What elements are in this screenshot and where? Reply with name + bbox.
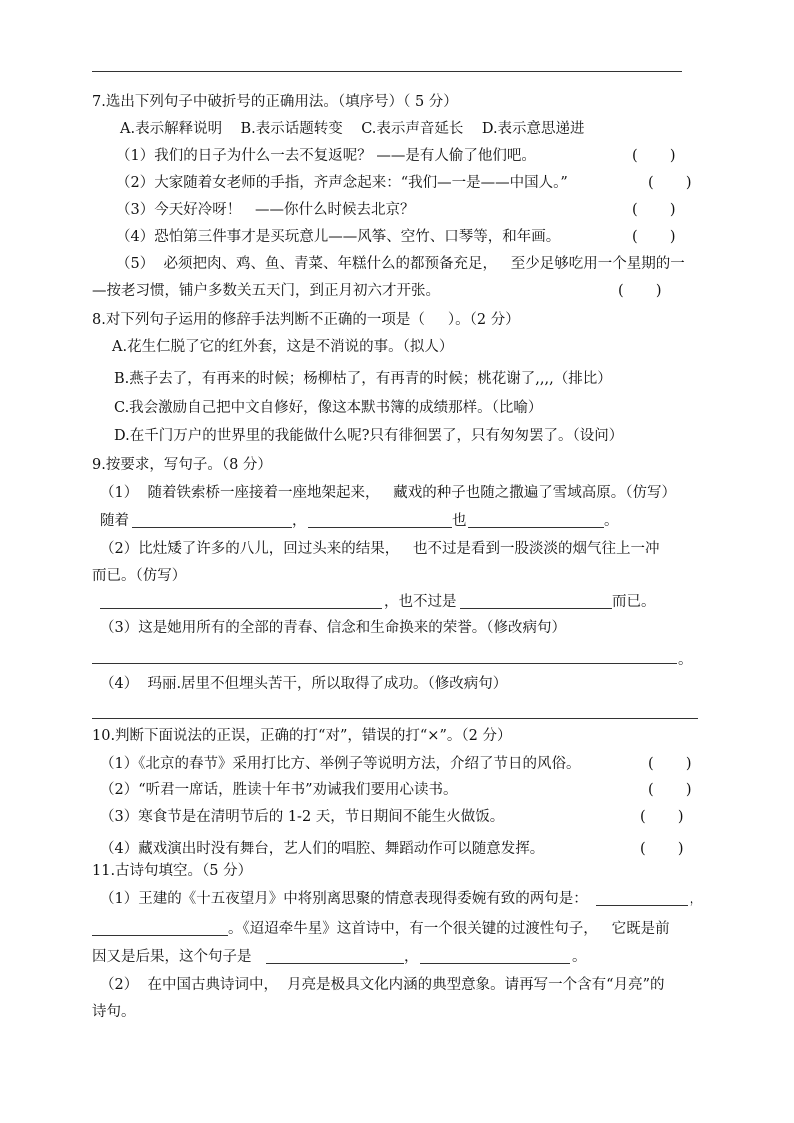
q10-answer-blank-1[interactable]: ( )	[648, 756, 692, 772]
q10-answer-blank-4[interactable]: ( )	[640, 841, 684, 857]
q9-s2-blank-2[interactable]	[460, 608, 612, 609]
q7-item-2: （2）大家随着女老师的手指，齐声念起来：“我们—一是——中国人。”	[116, 175, 568, 191]
q10-item-2: （2）“听君一席话，胜读十年书”劝诫我们要用心读书。	[100, 782, 458, 798]
q10-title: 10.判断下面说法的正误，正确的打“对”，错误的打“×”。（2 分）	[92, 728, 512, 744]
q8-option-c: C.我会激励自己把中文自修好，像这本默书簿的成绩那样。（比喻）	[114, 400, 543, 416]
q9-sentence-1: （1） 随着铁索桥一座接着一座地架起来， 藏戏的种子也随之撒遍了雪域高原。（仿写）	[100, 485, 677, 501]
q9-s1-comma: ，	[292, 513, 307, 529]
q9-s1-period: 。	[604, 513, 619, 529]
q9-sentence-4: （4） 玛丽.居里不但埋头苦干，所以取得了成功。（修改病句）	[100, 676, 508, 692]
q9-sentence-2: （2）比灶矮了许多的八儿，回过头来的结果， 也不过是看到一股淡淡的烟气往上一冲	[100, 541, 660, 557]
q7-answer-blank-2[interactable]: ( )	[648, 175, 692, 191]
q8-title: 8.对下列句子运用的修辞手法判断不正确的一项是（ ）。（2 分）	[92, 312, 520, 328]
q11-blank-2[interactable]	[92, 935, 228, 936]
q11-line-4: （2） 在中国古典诗词中， 月亮是极具文化内涵的典型意象。请再写一个含有“月亮”的	[100, 977, 665, 993]
q9-s3-period: 。	[678, 652, 693, 668]
q9-s1-ye: 也	[452, 513, 467, 529]
q9-s1-blank-2[interactable]	[308, 527, 452, 528]
q11-blank-4[interactable]	[420, 963, 570, 964]
q9-s3-answer-line[interactable]	[92, 663, 677, 664]
q9-s2-end: 而已。	[612, 594, 656, 610]
q11-line-5: 诗句。	[92, 1004, 136, 1020]
q11-line-2: 。《迢迢牵牛星》这首诗中，有一个很关键的过渡性句子， 它既是前	[228, 921, 670, 937]
q11-line-3-period: 。	[572, 949, 587, 965]
q9-s1-blank-3[interactable]	[468, 527, 604, 528]
q7-answer-blank-4[interactable]: ( )	[632, 229, 676, 245]
q11-line-1-comma: ，	[690, 891, 700, 907]
q7-item-3: （3）今天好冷呀！ ——你什么时候去北京？	[116, 202, 415, 218]
q8-option-b: B.燕子去了，有再来的时候；杨柳枯了，有再青的时候；桃花谢了,,,,（排比）	[114, 371, 612, 387]
q9-s2-blank-1[interactable]	[100, 608, 382, 609]
q9-sentence-3: （3）这是她用所有的全部的青春、信念和生命换来的荣誉。（修改病句）	[100, 620, 566, 636]
q11-line-3: 因又是后果，这个句子是	[92, 949, 252, 965]
q9-s1-prefix: 随着	[100, 513, 129, 529]
q7-answer-blank-5[interactable]: ( )	[618, 283, 662, 299]
q7-options: A.表示解释说明 B.表示话题转变 C.表示声音延长 D.表示意思递进	[120, 121, 585, 137]
q11-blank-1[interactable]	[596, 905, 688, 906]
q9-s4-answer-line[interactable]	[92, 718, 698, 719]
q7-item-1: （1）我们的日子为什么一去不复返呢？ ——是有人偷了他们吧。	[116, 148, 536, 164]
q10-item-3: （3）寒食节是在清明节后的 1-2 天，节日期间不能生火做饭。	[100, 809, 505, 825]
q9-sentence-2-cont: 而已。（仿写）	[92, 568, 187, 584]
q9-title: 9.按要求，写句子。（8 分）	[92, 457, 272, 473]
q11-line-1: （1）王建的《十五夜望月》中将别离思聚的情意表现得委婉有致的两句是：	[100, 891, 588, 907]
q7-answer-blank-1[interactable]: ( )	[632, 148, 676, 164]
q7-answer-blank-3[interactable]: ( )	[632, 202, 676, 218]
q7-item-4: （4）恐怕第三件事才是买玩意儿——风筝、空竹、口琴等，和年画。	[116, 229, 561, 245]
q11-line-3-comma: ，	[404, 949, 419, 965]
q10-answer-blank-3[interactable]: ( )	[640, 809, 684, 825]
q10-item-4: （4）藏戏演出时没有舞台，艺人们的唱腔、舞蹈动作可以随意发挥。	[100, 841, 545, 857]
q11-title: 11.古诗句填空。（5 分）	[92, 863, 253, 879]
q7-title: 7.选出下列句子中破折号的正确用法。（填序号）（ 5 分）	[92, 94, 458, 110]
q11-blank-3[interactable]	[266, 963, 404, 964]
header-rule	[92, 71, 682, 72]
q9-s1-blank-1[interactable]	[132, 527, 292, 528]
q7-item-5-cont: —按老习惯，铺户多数关五天门，到正月初六才开张。	[92, 283, 440, 299]
q10-answer-blank-2[interactable]: ( )	[648, 782, 692, 798]
q10-item-1: （1）《北京的春节》采用打比方、举例子等说明方法，介绍了节日的风俗。	[100, 756, 581, 772]
q8-option-a: A.花生仁脱了它的红外套，这是不消说的事。（拟人）	[112, 339, 454, 355]
q9-s2-mid: ，也不过是	[384, 594, 457, 610]
q7-item-5: （5） 必须把肉、鸡、鱼、青菜、年糕什么的都预备充足， 至少足够吃用一个星期的一	[116, 256, 685, 272]
q8-option-d: D.在千门万户的世界里的我能做什么呢?只有徘徊罢了，只有匆匆罢了。（设问）	[114, 428, 624, 444]
